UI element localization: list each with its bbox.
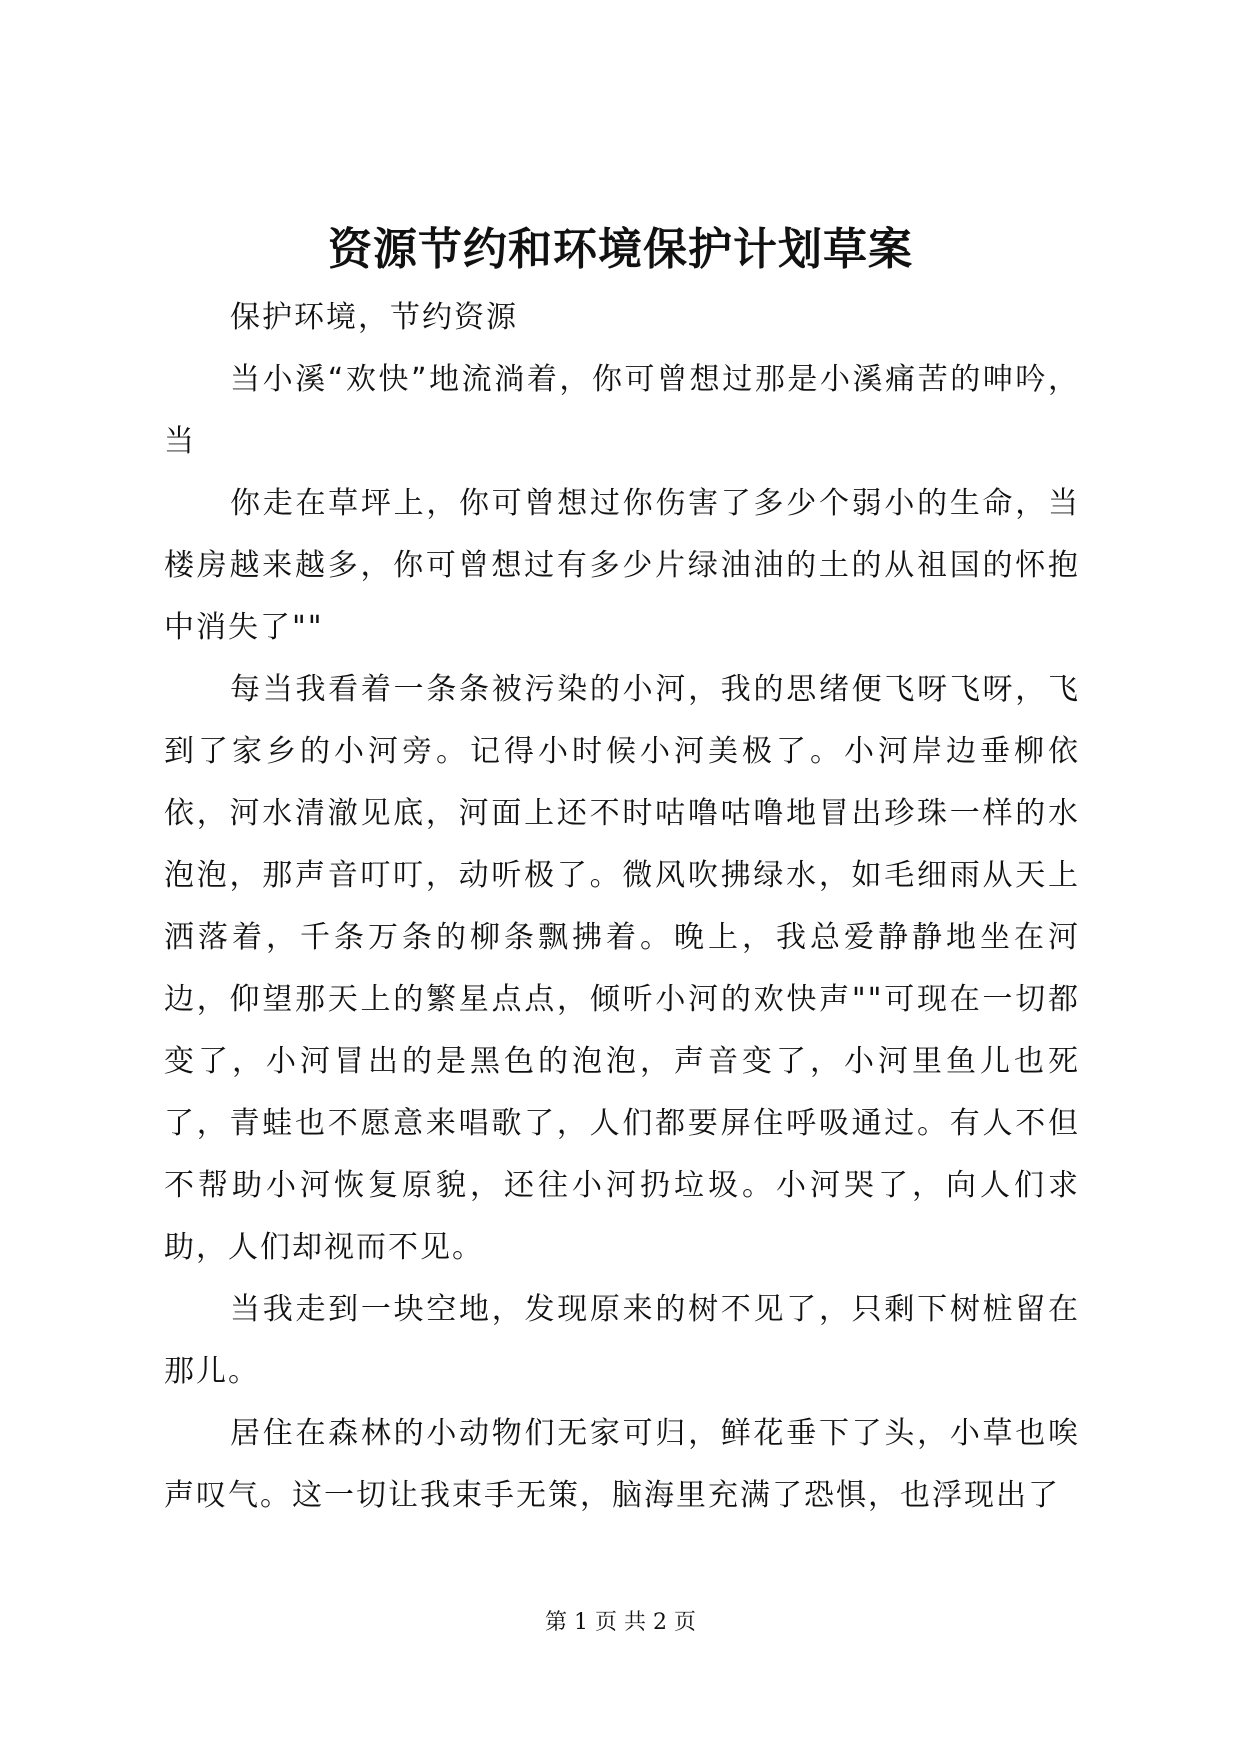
paragraph: 当我走到一块空地，发现原来的树不见了，只剩下树桩留在那儿。 bbox=[164, 1292, 1080, 1389]
document-title: 资源节约和环境保护计划草案 bbox=[328, 224, 913, 275]
paragraph: 当小溪“欢快”地流淌着，你可曾想过那是小溪痛苦的呻吟，当 bbox=[164, 362, 1080, 459]
paragraph: 你走在草坪上，你可曾想过你伤害了多少个弱小的生命，当楼房越来越多，你可曾想过有多少片绿油油的土的从祖国的怀抱中消失了"" bbox=[164, 486, 1080, 645]
page-number-footer: 第 1 页 共 2 页 bbox=[545, 1610, 696, 1635]
document-body bbox=[164, 287, 1080, 1527]
paragraph-subtitle: 保护环境，节约资源 bbox=[230, 300, 518, 335]
paragraph: 居住在森林的小动物们无家可归，鲜花垂下了头，小草也唉声叹气。这一切让我束手无策，脑海里充满了恐惧，也浮现出了 bbox=[164, 1416, 1080, 1513]
paragraph: 每当我看着一条条被污染的小河，我的思绪便飞呀飞呀，飞到了家乡的小河旁。记得小时候小河美极了。小河岸边垂柳依依，河水清澈见底，河面上还不时咕噜咕噜地冒出珍珠一样的水泡泡，那声音叮叮，动听极了。微风吹拂绿水，如毛细雨从天上洒落着，千条万条的柳条飘拂着。晚上，我总爱静静地坐在河边，仰望那天上的繁星点点，倾听小河的欢快声""可现在一切都变了，小河冒出的是黑色的泡泡，声音变了，小河里鱼儿也死了，青蛙也不愿意来唱歌了，人们都要屏住呼吸通过。有人不但不帮助小河恢复原貌，还往小河扔垃圾。小河哭了，向人们求助，人们却视而不见。 bbox=[164, 672, 1080, 1265]
